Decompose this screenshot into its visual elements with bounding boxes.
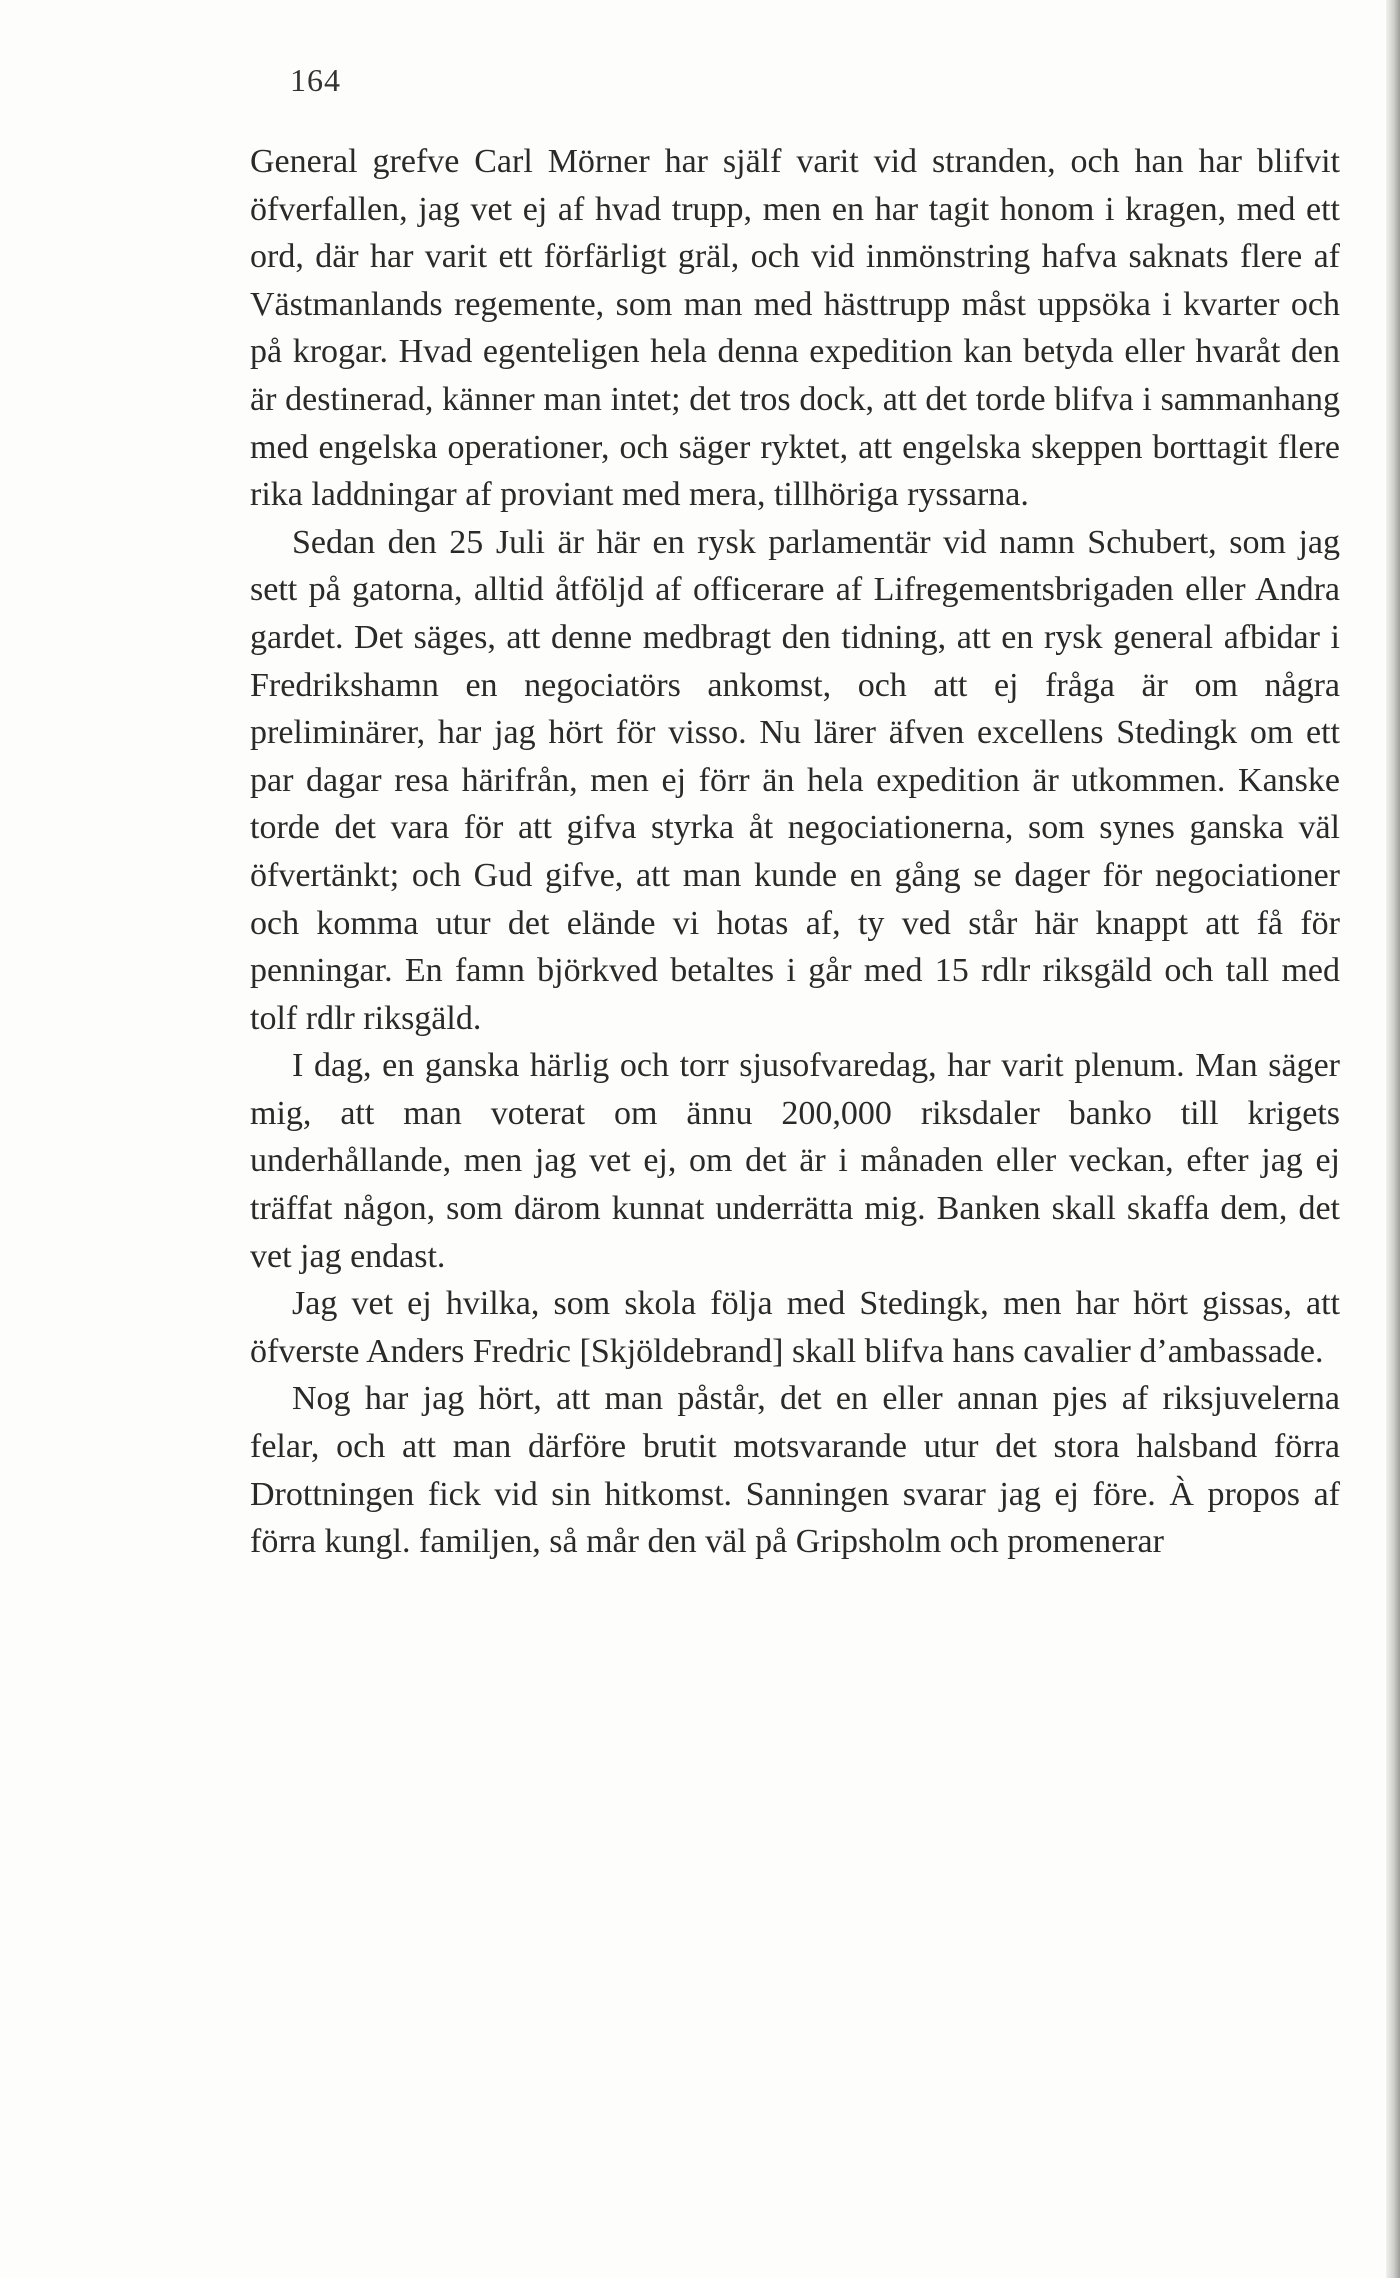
paragraph: Nog har jag hört, att man påstår, det en eller annan pjes af riksjuvelerna felar, och att man därföre brutit motsvarande utur det stora halsband förra Drottningen fick vid sin hitkomst. Sanningen svarar jag ej före. À propos af förra kungl. familjen, så mår den väl på Gripsholm och promenerar: [250, 1380, 1340, 1561]
paragraph: Jag vet ej hvilka, som skola följa med Stedingk, men har hört gissas, att öfverste Anders Fredric [Skjöldebrand] skall blifva hans cavalier d’ambassade.: [250, 1285, 1340, 1370]
page-number: 164: [290, 62, 341, 98]
paragraph: General grefve Carl Mörner har själf varit vid stranden, och han har blifvit öfverfallen, jag vet ej af hvad trupp, men en har tagit honom i kragen, med ett ord, där har varit ett förfärligt gräl, och vid inmönstring hafva saknats flere af Västmanlands regemente, som man med hästtrupp måst uppsöka i kvarter och på krogar. Hvad egenteligen hela denna expedition kan betyda eller hvaråt den är destinerad, känner man intet; det tros dock, att det torde blifva i sammanhang med engelska operationer, och säger ryktet, att engelska skeppen borttagit flere rika laddningar af proviant med mera, tillhöriga ryssarna.: [250, 143, 1340, 514]
body-text: [250, 138, 1340, 1566]
page-edge-shadow: [1386, 0, 1400, 2278]
paragraph: Sedan den 25 Juli är här en rysk parlamentär vid namn Schubert, som jag sett på gatorna, alltid åtföljd af officerare af Lifregementsbrigaden eller Andra gardet. Det säges, att denne medbragt den tidning, att en rysk general afbidar i Fredrikshamn en negociatörs ankomst, och att ej fråga är om några preliminärer, har jag hört för visso. Nu lärer äfven excellens Stedingk om ett par dagar resa härifrån, men ej förr än hela expedition är utkommen. Kanske torde det vara för att gifva styrka åt negociationerna, som synes ganska väl öfvertänkt; och Gud gifve, att man kunde en gång se dager för negociationer och komma utur det elände vi hotas af, ty ved står här knappt att få för penningar. En famn björkved betaltes i går med 15 rdlr riksgäld och tall med tolf rdlr riksgäld.: [250, 523, 1340, 1037]
paragraph: I dag, en ganska härlig och torr sjusofvaredag, har varit plenum. Man säger mig, att man voterat om ännu 200,000 riksdaler banko till krigets underhållande, men jag vet ej, om det är i månaden eller veckan, efter jag ej träffat någon, som därom kunnat underrätta mig. Banken skall skaffa dem, det vet jag endast.: [250, 1047, 1340, 1275]
